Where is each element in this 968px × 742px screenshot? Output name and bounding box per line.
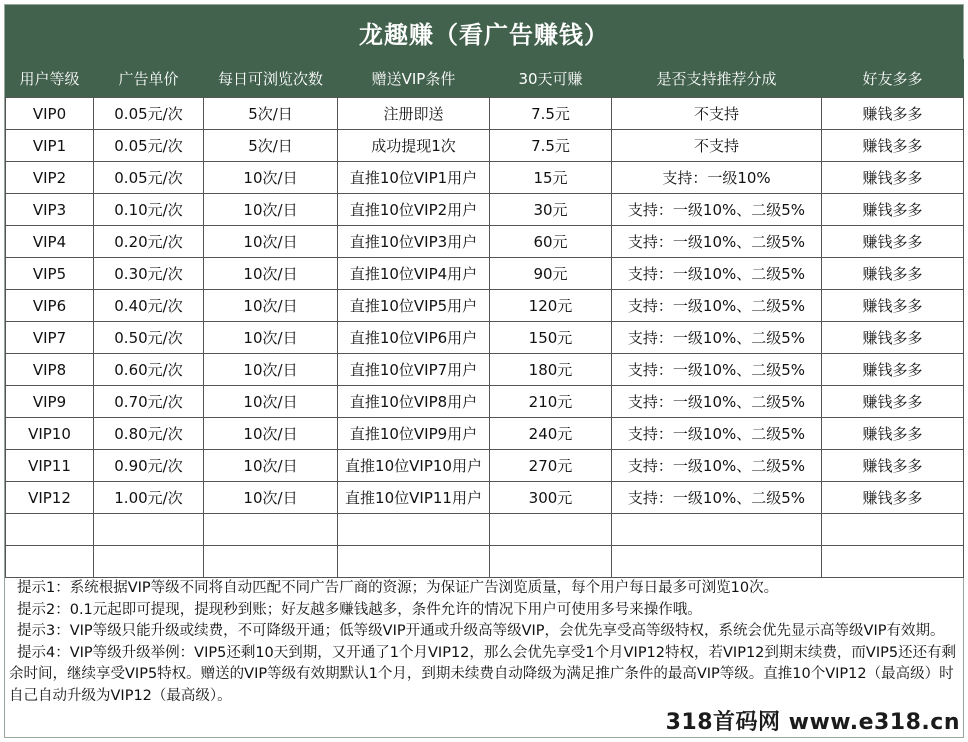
condition-cell: 成功提现1次 <box>338 130 490 162</box>
friends-cell: 赚钱多多 <box>822 226 964 258</box>
friends-cell: 赚钱多多 <box>822 386 964 418</box>
empty-cell <box>204 514 338 546</box>
earn-cell: 150元 <box>490 322 612 354</box>
views-cell: 10次/日 <box>204 354 338 386</box>
referral-cell: 不支持 <box>612 130 822 162</box>
views-cell: 10次/日 <box>204 450 338 482</box>
condition-cell: 直推10位VIP4用户 <box>338 258 490 290</box>
empty-cell <box>822 514 964 546</box>
referral-cell: 支持：一级10%、二级5% <box>612 354 822 386</box>
friends-cell: 赚钱多多 <box>822 354 964 386</box>
level-cell: VIP12 <box>6 482 94 514</box>
friends-cell: 赚钱多多 <box>822 322 964 354</box>
condition-cell: 直推10位VIP5用户 <box>338 290 490 322</box>
condition-cell: 直推10位VIP10用户 <box>338 450 490 482</box>
header-ad-price: 广告单价 <box>94 59 204 98</box>
earn-cell: 7.5元 <box>490 98 612 130</box>
referral-cell: 支持：一级10%、二级5% <box>612 450 822 482</box>
empty-cell <box>6 546 94 578</box>
friends-cell: 赚钱多多 <box>822 258 964 290</box>
views-cell: 10次/日 <box>204 194 338 226</box>
empty-cell <box>6 514 94 546</box>
empty-row <box>6 514 964 546</box>
friends-cell: 赚钱多多 <box>822 418 964 450</box>
page-title: 龙趣赚（看广告赚钱） <box>5 5 963 59</box>
friends-cell: 赚钱多多 <box>822 290 964 322</box>
referral-cell: 支持：一级10% <box>612 162 822 194</box>
referral-cell: 支持：一级10%、二级5% <box>612 322 822 354</box>
earn-cell: 300元 <box>490 482 612 514</box>
note-4: 提示4：VIP等级升级举例：VIP5还剩10天到期，又开通了1个月VIP12，那么会优先享受1个月VIP12特权，若VIP12到期末续费，而VIP5还还有剩余时间，继续享受VIP5特权。赠送的VIP等级有效期默认1个月，到期未续费自动降级为满足推广条件的最高VIP等级。直推10个VIP12（最高级）时自己自动升级为VIP12（最高级）。 <box>9 644 957 704</box>
condition-cell: 直推10位VIP8用户 <box>338 386 490 418</box>
table-row <box>6 194 964 226</box>
table-row <box>6 450 964 482</box>
level-cell: VIP11 <box>6 450 94 482</box>
empty-cell <box>612 546 822 578</box>
empty-cell <box>490 546 612 578</box>
empty-cell <box>94 546 204 578</box>
views-cell: 10次/日 <box>204 258 338 290</box>
level-cell: VIP3 <box>6 194 94 226</box>
views-cell: 10次/日 <box>204 162 338 194</box>
header-vip-condition: 赠送VIP条件 <box>338 59 490 98</box>
price-cell: 0.50元/次 <box>94 322 204 354</box>
condition-cell: 直推10位VIP6用户 <box>338 322 490 354</box>
header-30day-earn: 30天可赚 <box>490 59 612 98</box>
page-frame <box>4 4 964 738</box>
condition-cell: 直推10位VIP9用户 <box>338 418 490 450</box>
friends-cell: 赚钱多多 <box>822 130 964 162</box>
table-row <box>6 482 964 514</box>
site-watermark: 318首码网 www.e318.cn <box>665 710 960 735</box>
level-cell: VIP7 <box>6 322 94 354</box>
views-cell: 10次/日 <box>204 226 338 258</box>
level-cell: VIP2 <box>6 162 94 194</box>
condition-cell: 直推10位VIP11用户 <box>338 482 490 514</box>
earn-cell: 30元 <box>490 194 612 226</box>
referral-cell: 支持：一级10%、二级5% <box>612 258 822 290</box>
views-cell: 10次/日 <box>204 482 338 514</box>
table-row <box>6 162 964 194</box>
referral-cell: 不支持 <box>612 98 822 130</box>
earn-cell: 15元 <box>490 162 612 194</box>
earn-cell: 120元 <box>490 290 612 322</box>
friends-cell: 赚钱多多 <box>822 194 964 226</box>
price-cell: 0.40元/次 <box>94 290 204 322</box>
header-user-level: 用户等级 <box>6 59 94 98</box>
price-cell: 0.05元/次 <box>94 98 204 130</box>
referral-cell: 支持：一级10%、二级5% <box>612 290 822 322</box>
price-cell: 0.80元/次 <box>94 418 204 450</box>
level-cell: VIP1 <box>6 130 94 162</box>
empty-cell <box>338 546 490 578</box>
header-referral: 是否支持推荐分成 <box>612 59 822 98</box>
views-cell: 10次/日 <box>204 418 338 450</box>
friends-cell: 赚钱多多 <box>822 482 964 514</box>
views-cell: 10次/日 <box>204 290 338 322</box>
level-cell: VIP9 <box>6 386 94 418</box>
condition-cell: 注册即送 <box>338 98 490 130</box>
referral-cell: 支持：一级10%、二级5% <box>612 226 822 258</box>
friends-cell: 赚钱多多 <box>822 450 964 482</box>
price-cell: 0.10元/次 <box>94 194 204 226</box>
earn-cell: 180元 <box>490 354 612 386</box>
referral-cell: 支持：一级10%、二级5% <box>612 194 822 226</box>
header-friends: 好友多多 <box>822 59 964 98</box>
price-cell: 0.70元/次 <box>94 386 204 418</box>
condition-cell: 直推10位VIP3用户 <box>338 226 490 258</box>
price-cell: 0.05元/次 <box>94 130 204 162</box>
price-cell: 0.90元/次 <box>94 450 204 482</box>
price-cell: 0.20元/次 <box>94 226 204 258</box>
price-cell: 0.60元/次 <box>94 354 204 386</box>
referral-cell: 支持：一级10%、二级5% <box>612 418 822 450</box>
empty-cell <box>822 546 964 578</box>
earn-cell: 90元 <box>490 258 612 290</box>
table-row <box>6 418 964 450</box>
empty-cell <box>338 514 490 546</box>
views-cell: 10次/日 <box>204 386 338 418</box>
vip-table <box>5 59 964 578</box>
earn-cell: 210元 <box>490 386 612 418</box>
table-row <box>6 130 964 162</box>
empty-cell <box>94 514 204 546</box>
table-row <box>6 98 964 130</box>
level-cell: VIP6 <box>6 290 94 322</box>
level-cell: VIP4 <box>6 226 94 258</box>
condition-cell: 直推10位VIP7用户 <box>338 354 490 386</box>
views-cell: 10次/日 <box>204 322 338 354</box>
earn-cell: 60元 <box>490 226 612 258</box>
level-cell: VIP5 <box>6 258 94 290</box>
referral-cell: 支持：一级10%、二级5% <box>612 482 822 514</box>
table-row <box>6 290 964 322</box>
table-row <box>6 226 964 258</box>
empty-row <box>6 546 964 578</box>
header-daily-views: 每日可浏览次数 <box>204 59 338 98</box>
price-cell: 1.00元/次 <box>94 482 204 514</box>
level-cell: VIP8 <box>6 354 94 386</box>
table-row <box>6 322 964 354</box>
price-cell: 0.30元/次 <box>94 258 204 290</box>
friends-cell: 赚钱多多 <box>822 98 964 130</box>
price-cell: 0.05元/次 <box>94 162 204 194</box>
empty-cell <box>612 514 822 546</box>
table-row <box>6 354 964 386</box>
note-1: 提示1：系统根据VIP等级不同将自动匹配不同广告厂商的资源；为保证广告浏览质量，每个用户每日最多可浏览10次。 <box>17 580 779 596</box>
earn-cell: 270元 <box>490 450 612 482</box>
referral-cell: 支持：一级10%、二级5% <box>612 386 822 418</box>
empty-cell <box>490 514 612 546</box>
views-cell: 5次/日 <box>204 130 338 162</box>
note-2: 提示2：0.1元起即可提现，提现秒到账；好友越多赚钱越多，条件允许的情况下用户可使用多号来操作哦。 <box>17 601 702 618</box>
earn-cell: 7.5元 <box>490 130 612 162</box>
views-cell: 5次/日 <box>204 98 338 130</box>
table-header-row <box>6 59 964 98</box>
table-row <box>6 386 964 418</box>
friends-cell: 赚钱多多 <box>822 162 964 194</box>
earn-cell: 240元 <box>490 418 612 450</box>
level-cell: VIP0 <box>6 98 94 130</box>
condition-cell: 直推10位VIP1用户 <box>338 162 490 194</box>
empty-cell <box>204 546 338 578</box>
note-3: 提示3：VIP等级只能升级或续费，不可降级开通；低等级VIP开通或升级高等级VIP，会优先享受高等级特权，系统会优先显示高等级VIP有效期。 <box>17 623 945 639</box>
table-row <box>6 258 964 290</box>
table-body <box>6 98 964 578</box>
condition-cell: 直推10位VIP2用户 <box>338 194 490 226</box>
level-cell: VIP10 <box>6 418 94 450</box>
